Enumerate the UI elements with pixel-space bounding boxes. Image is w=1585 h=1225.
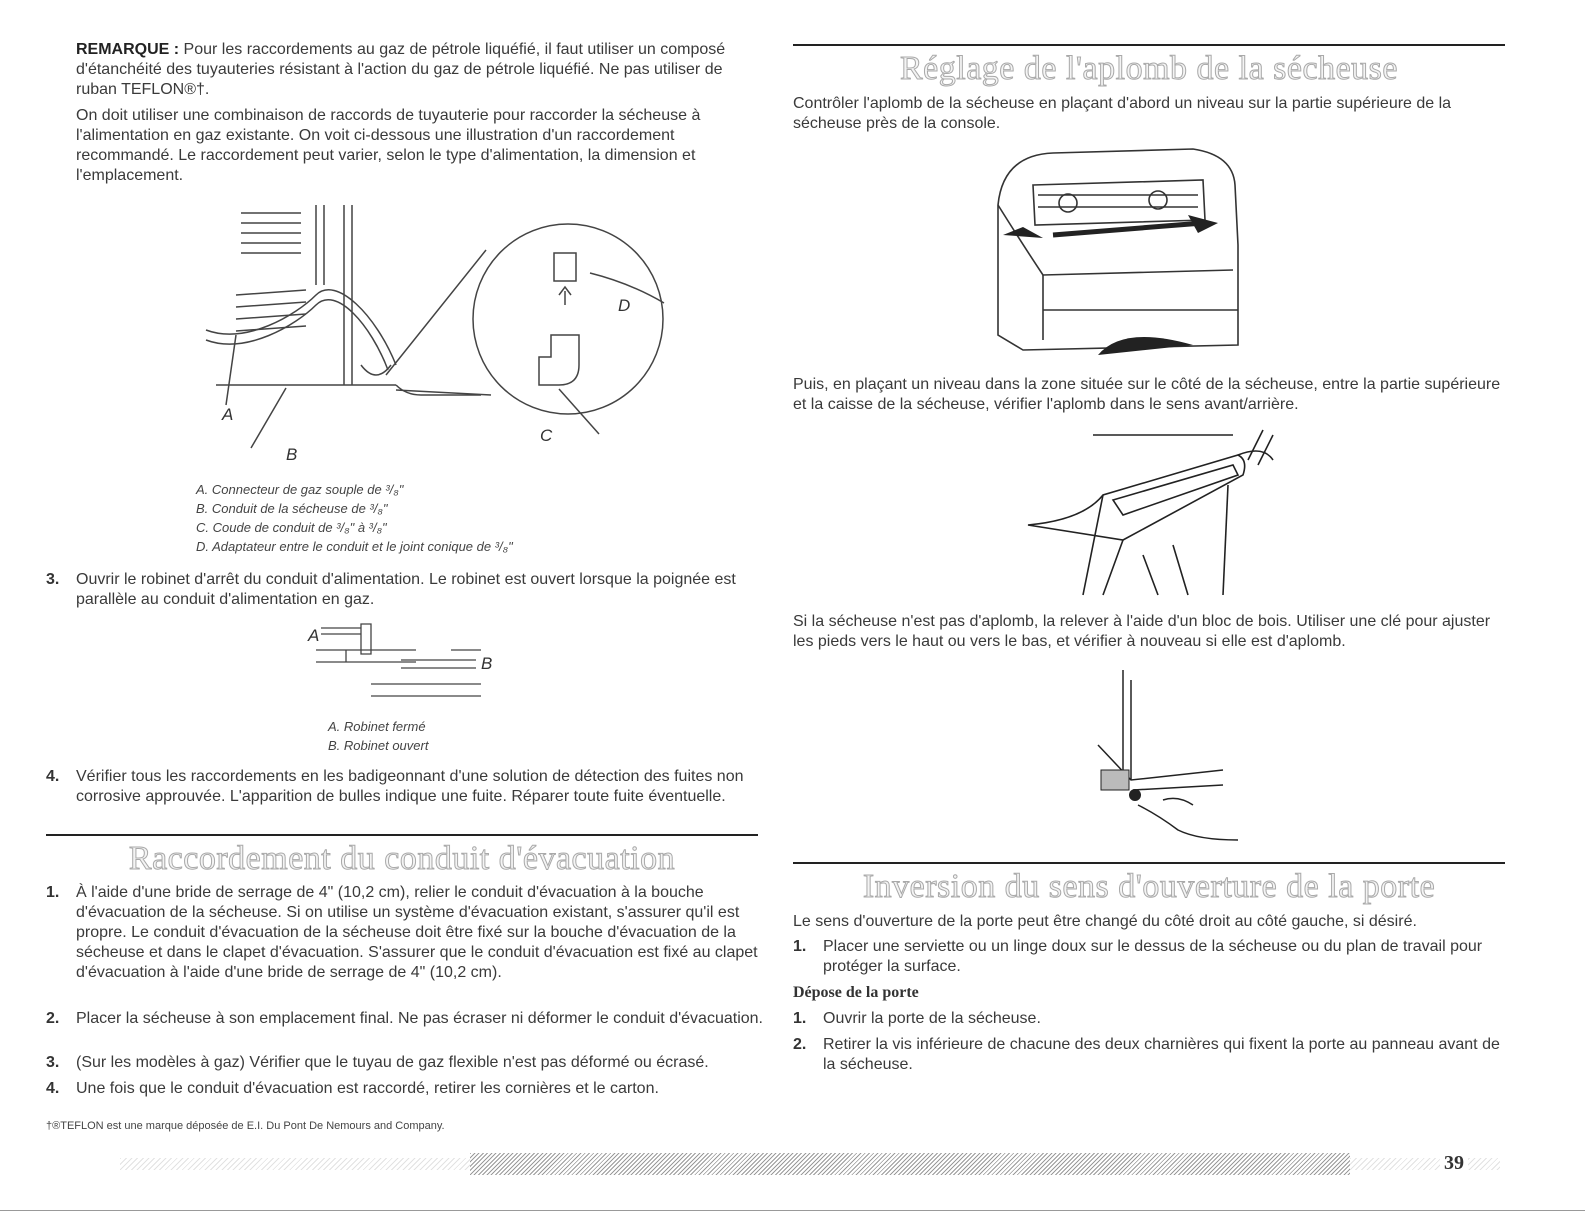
intro-paragraph: On doit utiliser une combinaison de raccords de tuyauterie pour raccorder la sécheuse à l'alimentation en gaz existante. On voit ci-dessous une illustration d'un raccordement recommandé. Le raccordement peut varier, selon le type d'alimentation, la dimension et l'emplacement.	[76, 107, 701, 184]
fig2-label-a: A	[308, 626, 320, 645]
note-paragraph	[76, 40, 766, 100]
exhaust-step1-text: À l'aide d'une bride de serrage de 4" (10,2 cm), relier le conduit d'évacuation à la bouche d'évacuation de la sécheuse. Si on utilise un système d'évacuation existant, s'assurer qu'il est propre. Le conduit d'évacuation de la sécheuse doit être fixé sur la bouche d'évacuation de la sécheuse et dans le clapet d'évacuation. S'assurer que le conduit d'évacuation est fixé au clapet d'évacuation à l'aide d'une bride de serrage de 4" (10,2 cm).	[76, 884, 758, 981]
dryer-top-level-illustration	[993, 145, 1253, 360]
section-divider-door	[793, 862, 1505, 864]
leveling-paragraph-1: Contrôler l'aplomb de la sécheuse en plaçant d'abord un niveau sur la partie supérieure de la sécheuse près de la console.	[793, 95, 1452, 132]
door-section-title: Inversion du sens d'ouverture de la porte	[862, 868, 1436, 905]
fig1-caption-d: D. Adaptateur entre le conduit et le joint conique de ³/₈"	[196, 539, 513, 554]
door-step1-number: 1.	[793, 938, 807, 955]
exhaust-step1-number: 1.	[46, 884, 60, 901]
step3-text: Ouvrir le robinet d'arrêt du conduit d'alimentation. Le robinet est ouvert lorsque la poignée est parallèle au conduit d'alimentation en gaz.	[76, 571, 736, 608]
fig1-label-b: B	[286, 445, 298, 464]
note-text: Pour les raccordements au gaz de pétrole liquéfié, il faut utiliser un composé d'étanchéité des tuyauteries résistant à l'action du gaz de pétrole liquéfié. Ne pas utiliser de ruban TEFLON®†.	[76, 41, 726, 98]
fig1-caption-a: A. Connecteur de gaz souple de ³/₈"	[196, 482, 404, 497]
section-divider-exhaust	[46, 834, 758, 836]
trademark-footnote: †®TEFLON est une marque déposée de E.I. Du Pont De Nemours and Company.	[46, 1120, 445, 1132]
fig2-label-b: B	[481, 654, 493, 673]
dryer-side-level-illustration	[1023, 425, 1283, 600]
valve-illustration	[311, 620, 491, 705]
step4-text: Vérifier tous les raccordements en les badigeonnant d'une solution de détection des fuites non corrosive approuvée. L'apparition de bulles indique une fuite. Réparer toute fuite éventuelle.	[76, 768, 744, 805]
door-removal-step1-number: 1.	[793, 1010, 807, 1027]
door-removal-step2-number: 2.	[793, 1036, 807, 1053]
exhaust-step3-text: (Sur les modèles à gaz) Vérifier que le tuyau de gaz flexible n'est pas déformé ou écrasé.	[76, 1054, 709, 1071]
footer-band-fade-left	[120, 1158, 470, 1170]
leveling-section-title: Réglage de l'aplomb de la sécheuse	[900, 50, 1398, 87]
step4-number: 4.	[46, 768, 60, 785]
footer-band	[470, 1153, 1350, 1175]
bottom-edge-line	[0, 1210, 1585, 1211]
exhaust-section-title: Raccordement du conduit d'évacuation	[128, 840, 676, 877]
fig2-caption-b: B. Robinet ouvert	[328, 738, 429, 753]
fig1-label-a: A	[222, 405, 234, 424]
exhaust-step3-number: 3.	[46, 1054, 60, 1071]
leveling-paragraph-3: Si la sécheuse n'est pas d'aplomb, la relever à l'aide d'un bloc de bois. Utiliser une clé pour ajuster les pieds vers le haut ou vers le bas, et vérifier à nouveau si elle est d'aplomb.	[793, 613, 1491, 650]
page-number: 39	[1440, 1152, 1468, 1175]
exhaust-step4-number: 4.	[46, 1080, 60, 1097]
fig1-label-d: D	[618, 296, 631, 315]
note-label: REMARQUE :	[76, 41, 180, 58]
door-removal-subheading: Dépose de la porte	[793, 984, 919, 1001]
door-removal-step1-text: Ouvrir la porte de la sécheuse.	[823, 1010, 1041, 1027]
step3-number: 3.	[46, 571, 60, 588]
door-removal-step2-text: Retirer la vis inférieure de chacune des deux charnières qui fixent la porte au panneau avant de la sécheuse.	[823, 1036, 1500, 1073]
exhaust-step2-number: 2.	[46, 1010, 60, 1027]
footer-band-fade-right	[1350, 1158, 1500, 1170]
exhaust-step2-text: Placer la sécheuse à son emplacement final. Ne pas écraser ni déformer le conduit d'évacuation.	[76, 1010, 763, 1027]
door-step1-text: Placer une serviette ou un linge doux sur le dessus de la sécheuse ou du plan de travail pour protéger la surface.	[823, 938, 1483, 975]
foot-adjust-illustration	[1083, 670, 1243, 845]
exhaust-step4-text: Une fois que le conduit d'évacuation est raccordé, retirer les cornières et le carton.	[76, 1080, 659, 1097]
fig1-caption-b: B. Conduit de la sécheuse de ³/₈"	[196, 501, 388, 516]
fig1-label-c: C	[540, 426, 553, 445]
fig1-caption-c: C. Coude de conduit de ³/₈" à ³/₈"	[196, 520, 387, 535]
leveling-paragraph-2: Puis, en plaçant un niveau dans la zone située sur le côté de la sécheuse, entre la partie supérieure et la caisse de la sécheuse, vérifier l'aplomb dans le sens avant/arrière.	[793, 376, 1501, 413]
section-divider-leveling	[793, 44, 1505, 46]
gas-connection-illustration	[166, 195, 686, 470]
fig2-caption-a: A. Robinet fermé	[328, 719, 426, 734]
door-intro: Le sens d'ouverture de la porte peut être changé du côté droit au côté gauche, si désiré.	[793, 913, 1417, 930]
